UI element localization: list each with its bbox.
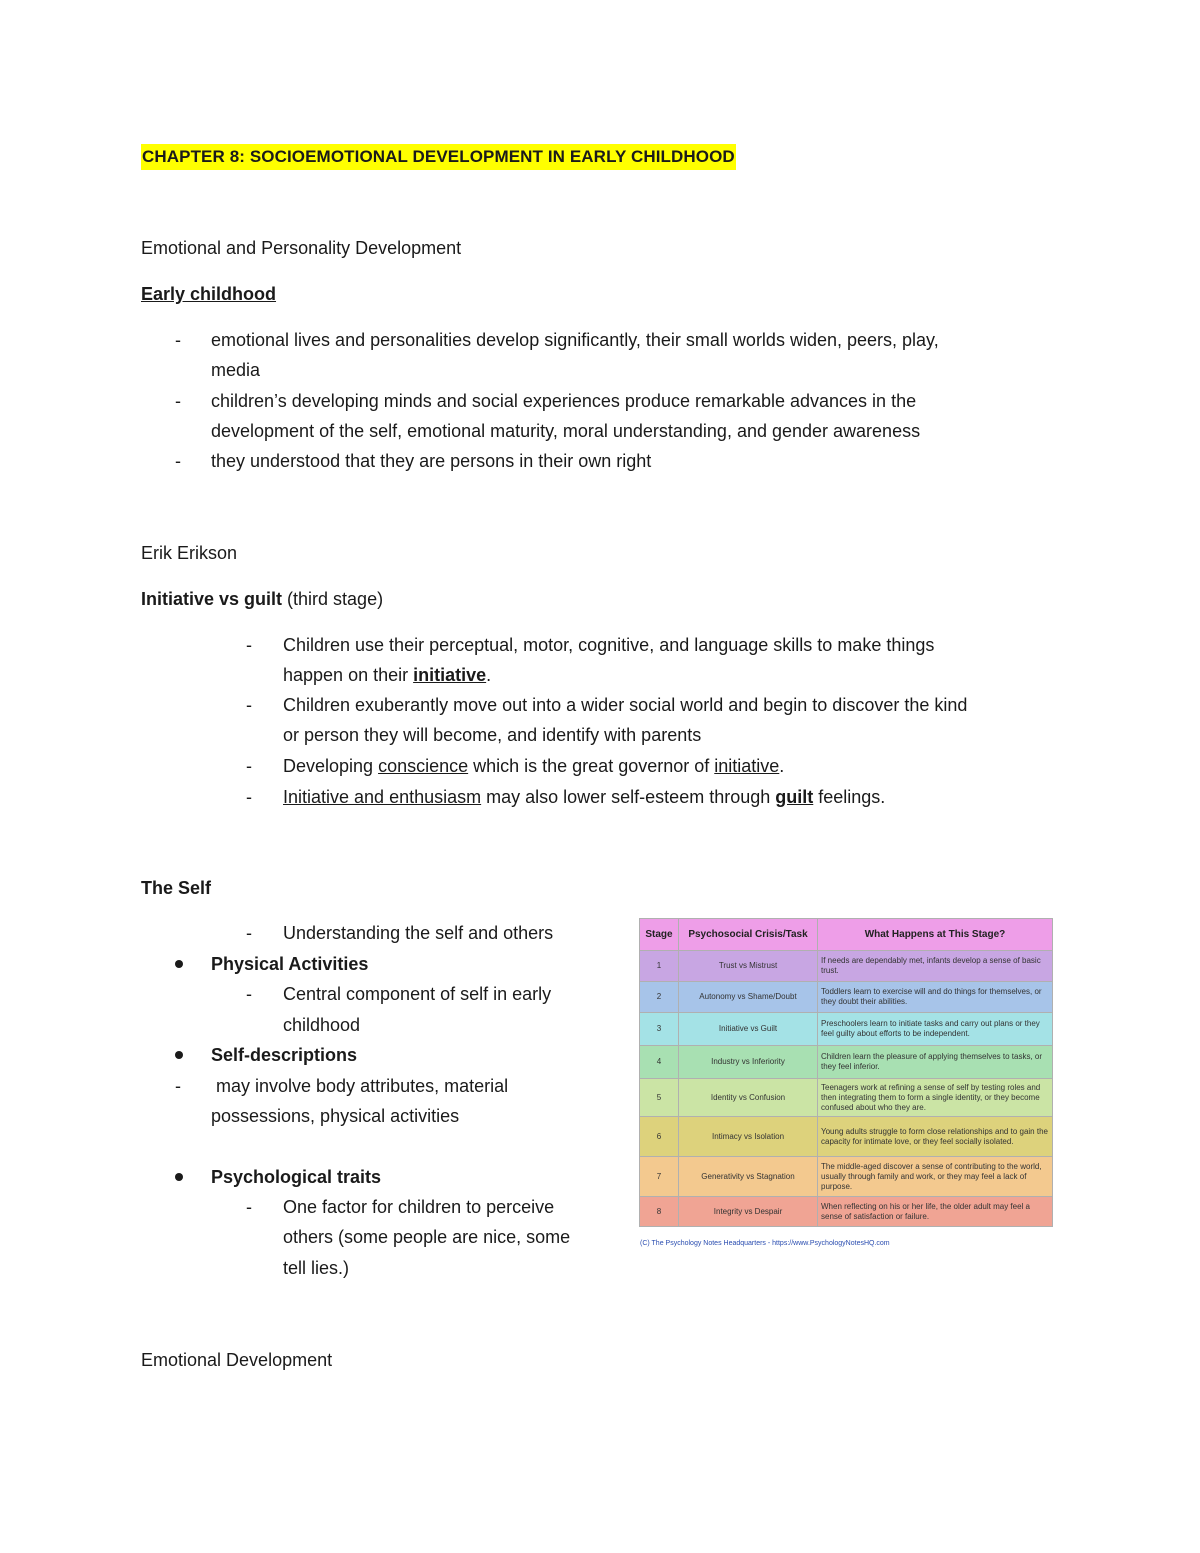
cell-crisis: Intimacy vs Isolation [679,1117,818,1157]
header-description: What Happens at This Stage? [818,919,1053,951]
bullet-text: One factor for children to perceive [283,1197,555,1217]
cell-crisis: Identity vs Confusion [679,1079,818,1117]
cell-desc: Children learn the pleasure of applying themselves to tasks, or they feel inferior. [818,1046,1053,1079]
text-span: may also lower self-esteem through [481,787,776,807]
cell-crisis: Initiative vs Guilt [679,1013,818,1046]
dash-marker: - [175,330,181,350]
cell-stage: 8 [640,1197,679,1227]
text-span: happen on their [283,665,414,685]
bullet-text-cont: media [211,360,261,380]
cell-stage: 7 [640,1157,679,1197]
cell-desc: If needs are dependably met, infants develop a sense of basic trust. [818,951,1053,982]
cell-crisis: Autonomy vs Shame/Doubt [679,982,818,1013]
dash-marker: - [175,451,181,471]
bullet-text: children’s developing minds and social experiences produce remarkable advances in the [211,391,917,411]
bullet-text: Central component of self in early [283,984,552,1004]
dash-marker: - [246,756,252,776]
bullet-text-cont: childhood [283,1015,361,1035]
table-row [640,1117,1053,1157]
text-span: . [486,665,492,685]
bullet-text-cont: or person they will become, and identify with parents [283,725,702,745]
keyword-initiative: initiative [413,665,487,685]
bullet-text [283,782,885,812]
text-span: feelings. [813,787,886,807]
chapter-title: CHAPTER 8: SOCIOEMOTIONAL DEVELOPMENT IN EARLY CHILDHOOD [141,144,736,170]
bullet-text: Children exuberantly move out into a wider social world and begin to discover the kind [283,695,968,715]
keyword-guilt: guilt [775,787,814,807]
section-heading-the-self: The Self [141,878,212,898]
subheading-initiative-vs-guilt [141,584,383,614]
cell-crisis: Industry vs Inferiority [679,1046,818,1079]
cell-crisis: Trust vs Mistrust [679,951,818,982]
dash-marker: - [175,1076,181,1096]
cell-desc: Toddlers learn to exercise will and do things for themselves, or they doubt their abilities. [818,982,1053,1013]
item-self-descriptions: Self-descriptions [211,1045,358,1065]
table-row [640,951,1053,982]
erikson-stages-table [639,918,1053,1227]
bullet-text: Understanding the self and others [283,923,554,943]
item-physical-activities: Physical Activities [211,954,369,974]
dash-marker: - [246,695,252,715]
text-span: . [779,756,785,776]
dash-marker: - [246,984,252,1004]
bullet-text: they understood that they are persons in their own right [211,451,652,471]
cell-desc: Teenagers work at refining a sense of self by testing roles and then integrating them to form a single identity, or they become confused about who they are. [818,1079,1053,1117]
subheading-bold: Initiative vs guilt [141,589,283,609]
header-crisis: Psychosocial Crisis/Task [679,919,818,951]
table-row [640,1046,1053,1079]
cell-stage: 1 [640,951,679,982]
subheading-early-childhood: Early childhood [141,284,277,304]
table-header-row [640,919,1053,951]
bullet-text: may involve body attributes, material [211,1076,509,1096]
table-row [640,1013,1053,1046]
dash-marker: - [246,787,252,807]
bullet-text-cont: possessions, physical activities [211,1106,460,1126]
text-span: which is the great governor of [468,756,715,776]
keyword-initiative-enthusiasm: Initiative and enthusiasm [283,787,482,807]
table-row [640,982,1053,1013]
header-stage: Stage [640,919,679,951]
cell-crisis: Integrity vs Despair [679,1197,818,1227]
bullet-dot [175,1051,183,1059]
item-psychological-traits: Psychological traits [211,1167,382,1187]
table-row [640,1157,1053,1197]
cell-stage: 2 [640,982,679,1013]
cell-stage: 5 [640,1079,679,1117]
table-row [640,1079,1053,1117]
cell-desc: Preschoolers learn to initiate tasks and carry out plans or they feel guilty about efforts to be independent. [818,1013,1053,1046]
bullet-dot [175,1173,183,1181]
cell-stage: 6 [640,1117,679,1157]
bullet-text [283,751,784,781]
dash-marker: - [175,391,181,411]
cell-desc: The middle-aged discover a sense of contributing to the world, usually through family and work, or they may feel a lack of purpose. [818,1157,1053,1197]
bullet-dot [175,960,183,968]
dash-marker: - [246,635,252,655]
keyword-conscience: conscience [378,756,469,776]
cell-desc: When reflecting on his or her life, the older adult may feel a sense of satisfaction or failure. [818,1197,1053,1227]
bullet-text-cont: tell lies.) [283,1258,350,1278]
bullet-text: emotional lives and personalities develop significantly, their small worlds widen, peers, play, [211,330,939,350]
section-heading-emotional-development: Emotional Development [141,1350,333,1370]
cell-stage: 3 [640,1013,679,1046]
cell-crisis: Generativity vs Stagnation [679,1157,818,1197]
subheading-rest: (third stage) [282,589,384,609]
bullet-text-cont: others (some people are nice, some [283,1227,571,1247]
bullet-text-cont: development of the self, emotional maturity, moral understanding, and gender awareness [211,421,921,441]
dash-marker: - [246,923,252,943]
dash-marker: - [246,1197,252,1217]
table-caption: (C) The Psychology Notes Headquarters - https://www.PsychologyNotesHQ.com [640,1240,890,1247]
bullet-text: Children use their perceptual, motor, cognitive, and language skills to make things [283,635,935,655]
bullet-text-cont [283,660,491,690]
table-row [640,1197,1053,1227]
text-span: Developing [283,756,379,776]
keyword-initiative: initiative [714,756,780,776]
cell-desc: Young adults struggle to form close relationships and to gain the capacity for intimate love, or they feel socially isolated. [818,1117,1053,1157]
cell-stage: 4 [640,1046,679,1079]
section-heading-erik-erikson: Erik Erikson [141,543,238,563]
section-heading-emotional-personality: Emotional and Personality Development [141,238,462,258]
